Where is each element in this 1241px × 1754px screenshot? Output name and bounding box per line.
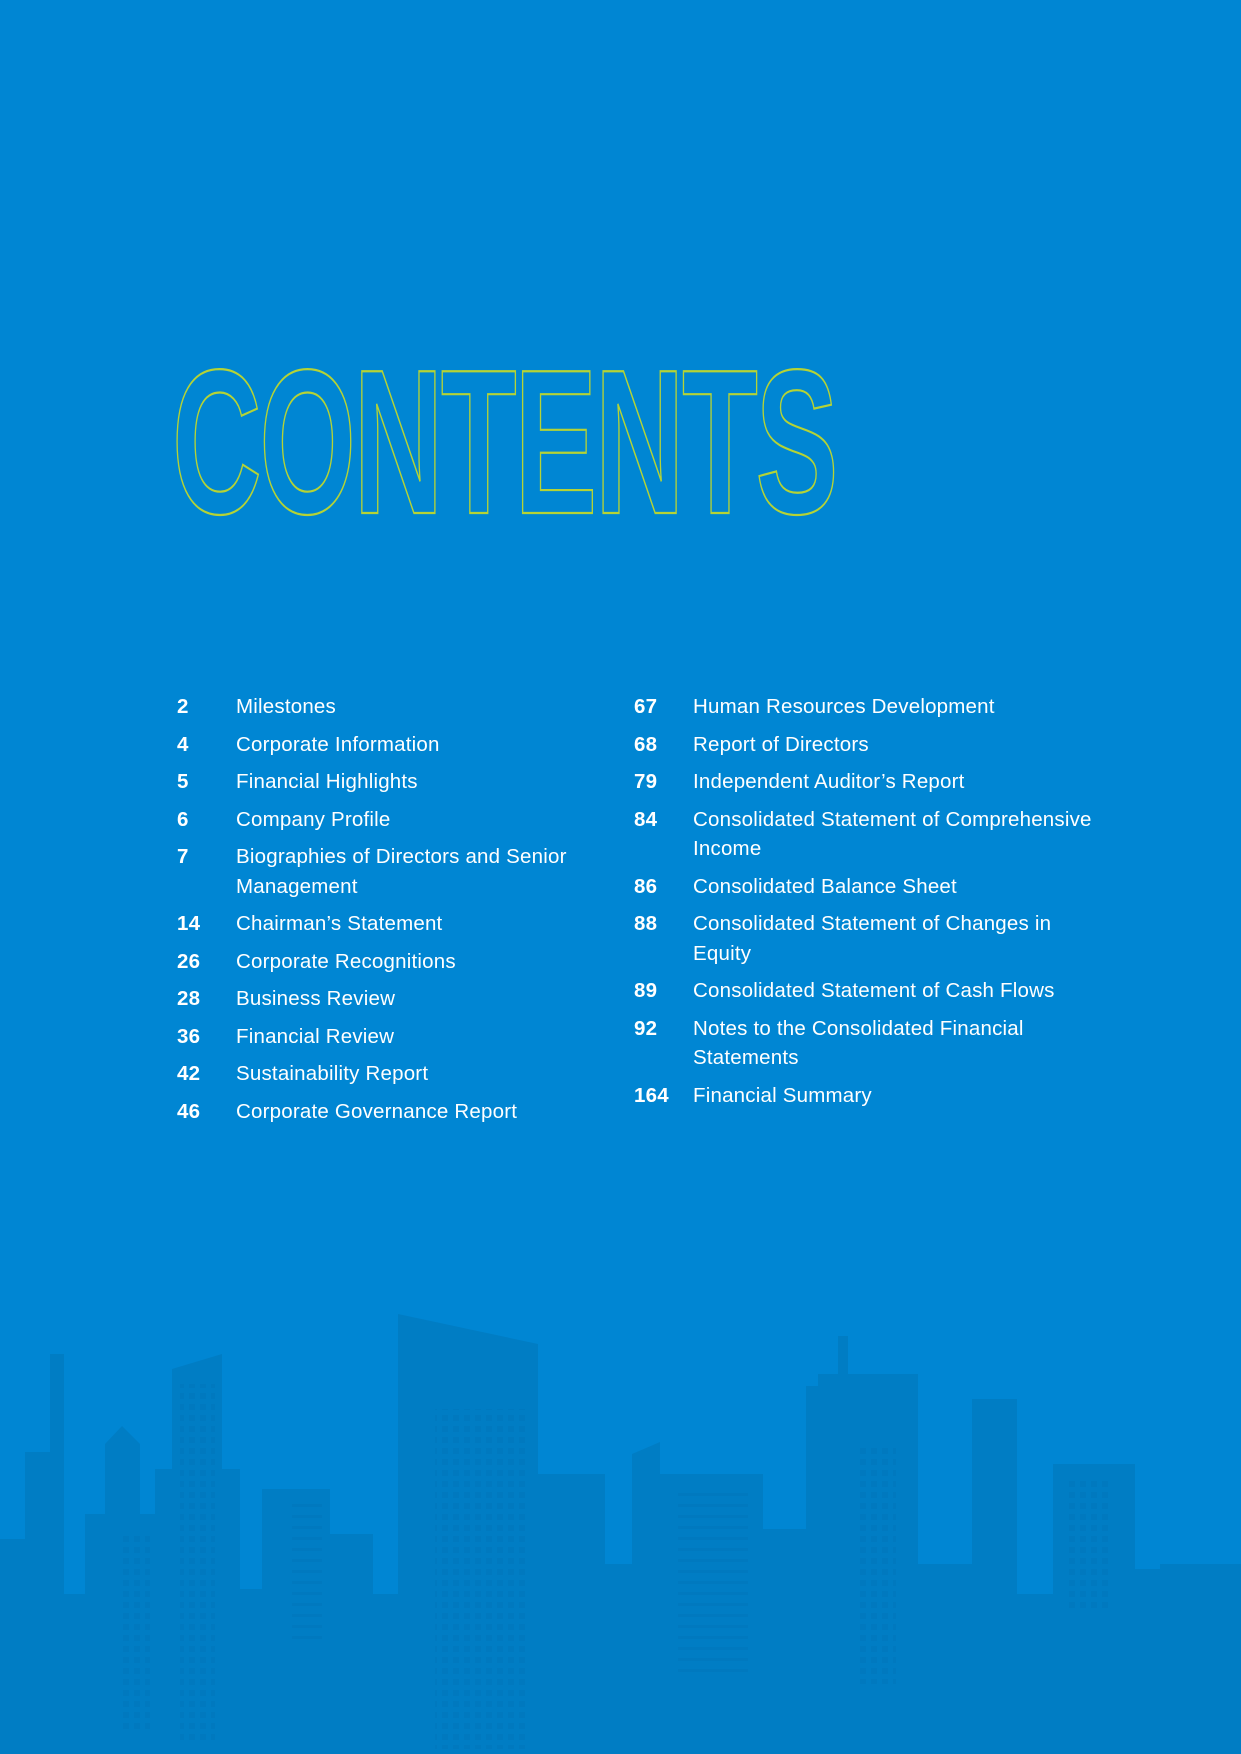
- toc-entry-title: Sustainability Report: [236, 1062, 429, 1085]
- toc-entry-title: Financial Summary: [693, 1083, 872, 1107]
- toc-entry-title: Chairman’s Statement: [236, 912, 443, 935]
- toc-page-number: 68: [634, 732, 658, 756]
- toc-entry-title: Milestones: [236, 695, 336, 718]
- toc-column-right: [634, 692, 1094, 1118]
- toc-page-number: 4: [177, 732, 189, 756]
- toc-page-number: 88: [634, 912, 658, 935]
- toc-entry-report-of-directors[interactable]: [634, 730, 1094, 760]
- contents-title-text: CONTENTS: [172, 327, 836, 557]
- toc-page-number: 92: [634, 1016, 658, 1040]
- toc-page-number: 86: [634, 874, 658, 898]
- toc-entry-title: Consolidated Balance Sheet: [693, 874, 957, 898]
- toc-entry-title: Financial Review: [236, 1024, 395, 1048]
- toc-entry-chairmans-statement[interactable]: [177, 909, 637, 939]
- toc-entry-milestones[interactable]: [177, 692, 637, 722]
- toc-entry-sustainability-report[interactable]: [177, 1059, 637, 1089]
- toc-entry-business-review[interactable]: [177, 984, 637, 1014]
- toc-entry-biographies[interactable]: [177, 842, 637, 901]
- toc-entry-title: Consolidated Statement of Cash Flows: [693, 979, 1055, 1002]
- toc-entry-title: Consolidated Statement of Changes in Equity: [693, 912, 1052, 965]
- toc-entry-corporate-governance-report[interactable]: [177, 1097, 637, 1127]
- toc-entry-corporate-information[interactable]: [177, 730, 637, 760]
- toc-page-number: 5: [177, 770, 189, 793]
- toc-entry-title: Biographies of Directors and Senior Management: [236, 845, 567, 898]
- toc-page-number: 2: [177, 695, 189, 718]
- toc-entry-comprehensive-income[interactable]: [634, 805, 1094, 864]
- toc-entry-financial-review[interactable]: [177, 1022, 637, 1052]
- toc-entry-title: Financial Highlights: [236, 770, 418, 793]
- toc-page-number: 79: [634, 770, 658, 793]
- toc-page-number: 42: [177, 1062, 201, 1085]
- toc-entry-independent-auditors-report[interactable]: [634, 767, 1094, 797]
- toc-page-number: 67: [634, 695, 658, 718]
- toc-entry-title: Independent Auditor’s Report: [693, 770, 965, 793]
- toc-page-number: 164: [634, 1083, 669, 1107]
- toc-page-number: 46: [177, 1099, 201, 1123]
- toc-page-number: 89: [634, 979, 658, 1002]
- toc-entry-company-profile[interactable]: [177, 805, 637, 835]
- city-skyline-illustration: [0, 1314, 1241, 1754]
- toc-entry-title: Corporate Recognitions: [236, 949, 456, 973]
- toc-entry-title: Business Review: [236, 987, 396, 1010]
- toc-entry-notes-to-financial-statements[interactable]: [634, 1014, 1094, 1073]
- toc-entry-title: Human Resources Development: [693, 695, 995, 718]
- toc-entry-title: Consolidated Statement of Comprehensive Income: [693, 807, 1092, 860]
- toc-entry-title: Corporate Governance Report: [236, 1099, 518, 1123]
- toc-entry-financial-summary[interactable]: [634, 1081, 1094, 1111]
- toc-page-number: 7: [177, 845, 189, 868]
- toc-page-number: 36: [177, 1024, 201, 1048]
- toc-page-number: 6: [177, 807, 189, 831]
- toc-entry-cash-flows[interactable]: [634, 976, 1094, 1006]
- contents-title: [170, 327, 850, 557]
- toc-page-number: 26: [177, 949, 201, 973]
- toc-entry-financial-highlights[interactable]: [177, 767, 637, 797]
- toc-entry-title: Report of Directors: [693, 732, 869, 756]
- toc-entry-title: Corporate Information: [236, 732, 440, 756]
- toc-page-number: 84: [634, 807, 658, 831]
- toc-entry-human-resources-development[interactable]: [634, 692, 1094, 722]
- toc-entry-balance-sheet[interactable]: [634, 872, 1094, 902]
- toc-entry-changes-in-equity[interactable]: [634, 909, 1094, 968]
- toc-entry-title: Notes to the Consolidated Financial Statements: [693, 1016, 1024, 1069]
- toc-entry-corporate-recognitions[interactable]: [177, 947, 637, 977]
- toc-page-number: 14: [177, 912, 201, 935]
- toc-page-number: 28: [177, 987, 201, 1010]
- toc-column-left: [177, 692, 637, 1134]
- toc-entry-title: Company Profile: [236, 807, 391, 831]
